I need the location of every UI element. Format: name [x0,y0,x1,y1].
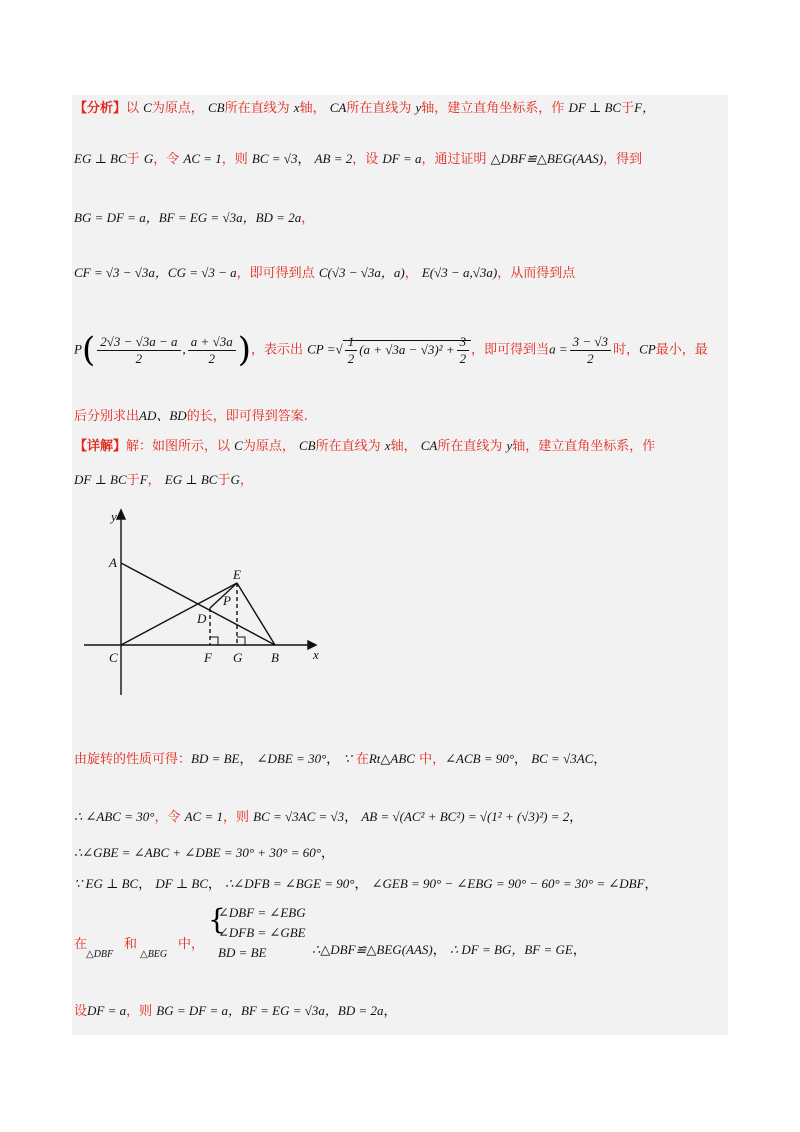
math: AB = √(AC² + BC²) = √(1² + (√3)²) = 2 [361,809,570,824]
math: ∴ DF = BG，BF = GE [449,942,573,957]
label-C: C [109,650,118,665]
label-D: D [197,611,207,626]
math: BG = DF = a，BF = EG = √3a，BD = 2a [74,210,302,225]
math: BC = √3AC = √3 [253,809,345,824]
math: AC = 1 [184,809,223,824]
text: 最小，最 [655,342,708,358]
text: ，即可得到点 [236,266,315,281]
math: BG = DF = a，BF = EG = √3a，BD = 2a [156,1003,384,1018]
text: 于 [621,101,635,116]
text: ，表示出 [250,342,303,358]
proof-line-1: 由旋转的性质可得：BD = BE， ∠DBE = 30°， ∵ 在Rt△ABC 中，∠ACB = 90°， BC = √3AC， [74,751,607,767]
text: ，则 [126,1004,153,1019]
brace: { [208,903,226,936]
text: ， [239,473,253,488]
proof-line-4: ∵ EG ⊥ BC， DF ⊥ BC， ∴∠DFB = ∠BGE = 90°， ∠GEB = 90° − ∠EBG = 90° − 60° = 30° = ∠DBF， [74,876,658,892]
math: CB [208,100,225,115]
proof-line-3: ∴∠GBE = ∠ABC + ∠DBE = 30° + 30° = 60°， [74,845,335,861]
analysis-line-5: P( $\frac{2√3 - √3a - a}{2}$ , $\frac{a + √3a}{2}$ )，表示出 CP =√ $\frac{1}{2}$ (a + √3a − √3)² + $\frac{3}{2}$ ，即可得到当a = $\frac{3 - √3}{2}$ 时，CP最小，最 [74,330,708,370]
math: C(√3 − √3a，a) [318,265,405,280]
math: ∴∠DFB = ∠BGE = 90° [225,876,355,891]
math: △DBF [86,949,114,960]
text: 和 [124,937,138,952]
math: △BEG [140,949,168,960]
math: AC = 1 [183,151,222,166]
math: F， [634,100,656,115]
text: ，设 [352,152,379,167]
math: CP = [307,341,336,357]
math: BC = √3AC [531,751,594,766]
math: G [143,151,154,166]
text: ， [147,473,161,488]
text: ，从而得到点 [497,266,576,281]
math: AB = 2 [314,151,353,166]
math: x [384,438,391,453]
math: E(√3 − a,√3a) [421,265,498,280]
text: ，得到 [603,152,643,167]
text: 所在直线为 [224,101,290,116]
text: 后分别求出 [74,409,140,424]
math: CA [329,100,347,115]
math: AD、BD [139,408,187,423]
label-E: E [233,567,241,582]
math: ∠ACB = 90° [445,751,515,766]
math: Rt△ABC [368,751,415,766]
text: 所在直线为 [346,101,412,116]
text: 在 [74,937,88,952]
math: DF ⊥ BC [155,876,208,891]
math: y [506,438,513,453]
segment-EB [237,583,275,645]
label-F: F [204,650,212,665]
label-G: G [233,650,243,665]
equation-system: ∠DBF = ∠EBG ∠DFB = ∠GBE BD = BE [218,905,306,960]
text: ，令 [154,810,181,825]
math: ∠GEB = 90° − ∠EBG = 90° − 60° = 30° = ∠DBF [371,876,645,891]
text: 中， [178,937,205,952]
analysis-line-6 [74,405,724,424]
math: ∴△DBF≌△BEG(AAS) [312,942,433,957]
label-B: B [271,650,279,665]
text: ，令 [153,152,180,167]
detail-line-2 [74,469,724,488]
text: 轴， [299,101,326,116]
text: ，则 [222,810,249,825]
math: DF = a [87,1003,127,1018]
math: CP [639,341,656,357]
math: EG ⊥ BC [164,472,218,487]
math: BC = √3 [251,151,298,166]
segment-CE [121,583,237,645]
math: ∵ EG ⊥ BC [74,876,139,891]
label-y: y [111,509,117,524]
math: y [415,100,422,115]
text: 解：如图所示，以 [126,439,231,454]
math: BD = BE [191,751,240,766]
detail-tag: 【详解】 [74,439,127,454]
text: 轴，建立直角坐标系，作 [512,439,656,454]
analysis-line-2: EG ⊥ BC于 G，令 AC = 1，则 BC = √3， AB = 2，设 DF = a，通过证明 △DBF≌△BEG(AAS)，得到 [74,151,643,167]
text: ，即可得到当 [471,342,550,358]
math: a = [549,341,568,357]
text: 轴，建立直角坐标系，作 [421,101,565,116]
math: ∴∠GBE = ∠ABC + ∠DBE = 30° + 30° = 60° [74,845,321,860]
fraction: $\frac{3 - √3}{2}$ [570,334,611,367]
math: EG ⊥ BC [74,151,127,166]
proof-line-6: 设DF = a，则 BG = DF = a，BF = EG = √3a，BD = 2a， [74,1003,397,1019]
math: F [139,472,148,487]
text: 时， [613,342,640,358]
text: 在 [355,752,369,767]
analysis-line-1 [74,97,724,116]
math: x [293,100,300,115]
right-angle-F [210,637,218,645]
fraction: $\frac{a + √3a}{2}$ [188,334,236,367]
text: 的长，即可得到答案. [186,409,308,424]
label-x: x [313,647,319,662]
right-angle-G [237,637,245,645]
text: 于 [126,152,140,167]
math: ∠DBE = 30° [256,751,327,766]
text: 于 [217,473,231,488]
fraction: $\frac{3}{2}$ [457,334,470,367]
text: 所在直线为 [315,439,381,454]
math: CA [420,438,438,453]
proof-line-5: 在 △DBF 和 △BEG 中， { ∠DBF = ∠EBG ∠DFB = ∠GBE BD = BE ∴△DBF≌△BEG(AAS)， ∴ DF = BG，BF = GE， [74,903,724,965]
math: P [74,341,82,357]
text: 为原点， [242,439,295,454]
y-axis-arrow [117,510,125,519]
text: 以 [126,101,140,116]
math: DF = a [382,151,422,166]
math: DF ⊥ BC [568,100,622,115]
text: ，则 [221,152,248,167]
text: 所在直线为 [437,439,503,454]
math: G [230,472,240,487]
analysis-line-4: CF = √3 − √3a，CG = √3 − a，即可得到点 C(√3 − √3a，a)， E(√3 − a,√3a)，从而得到点 [74,265,576,281]
math: ∵ [343,751,352,766]
text: 设 [74,1004,88,1019]
geometry-figure [80,505,340,700]
math: C [143,100,152,115]
math: △DBF≌△BEG(AAS) [490,151,604,166]
label-P: P [223,593,231,608]
fraction: $\frac{1}{2}$ [345,334,358,367]
fraction: $\frac{2√3 - √3a - a}{2}$ [97,334,180,367]
label-A: A [109,555,117,570]
proof-line-2: ∴ ∠ABC = 30°，令 AC = 1，则 BC = √3AC = √3， AB = √(AC² + BC²) = √(1² + (√3)²) = 2， [74,809,583,825]
text: ，通过证明 [421,152,487,167]
text: 中， [419,752,446,767]
analysis-tag: 【分析】 [74,101,127,116]
analysis-line-3: BG = DF = a，BF = EG = √3a，BD = 2a， [74,210,315,226]
text: 由旋转的性质可得： [74,752,192,767]
text: 轴， [390,439,417,454]
math: C [234,438,243,453]
math: CB [299,438,316,453]
math: ∴ ∠ABC = 30° [74,809,155,824]
text: 为原点， [151,101,204,116]
math: DF ⊥ BC [74,472,127,487]
detail-line-1 [74,435,724,454]
math: CF = √3 − √3a，CG = √3 − a [74,265,237,280]
text: 于 [126,473,140,488]
